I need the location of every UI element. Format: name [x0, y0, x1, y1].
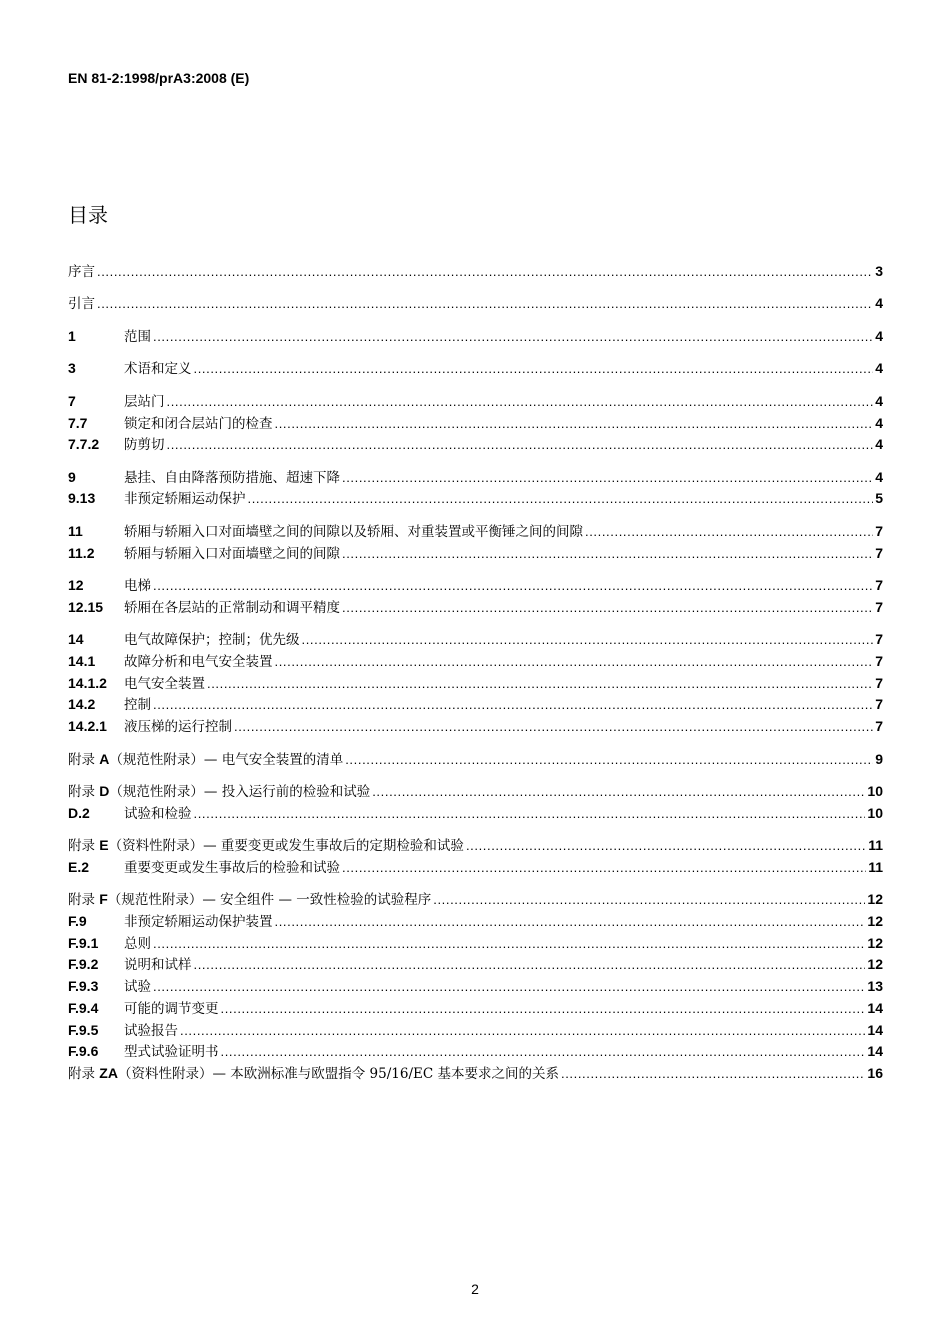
toc-dot-leader: [275, 413, 874, 435]
toc-entry[interactable]: [68, 575, 883, 597]
toc-entry[interactable]: [68, 326, 883, 348]
toc-dot-leader: [194, 358, 874, 380]
toc-entry-number: D.2: [68, 804, 90, 821]
toc-entry[interactable]: [68, 543, 883, 565]
toc-entry-page: 4: [875, 360, 883, 377]
toc-dot-leader: [153, 976, 865, 998]
toc-entry-title: （规范性附录）— 电气安全装置的清单: [109, 751, 344, 768]
toc-entry-title: 总则: [124, 935, 151, 952]
toc-entry[interactable]: [68, 835, 883, 857]
toc-entry-number: F.9.2: [68, 956, 99, 973]
toc-entry-annex-letter: D: [99, 783, 110, 800]
toc-entry-title: 故障分析和电气安全装置: [124, 654, 273, 670]
toc-entry-number: 14.2: [68, 696, 96, 713]
toc-entry[interactable]: [68, 1063, 883, 1085]
toc-entry[interactable]: [68, 673, 883, 695]
toc-entry-annex-prefix: 附录: [68, 751, 95, 768]
toc-entry-page: 4: [875, 327, 883, 344]
toc-entry-number: 7.7.2: [68, 436, 100, 453]
toc-entry[interactable]: [68, 1041, 883, 1063]
toc-entry-title: 试验报告: [124, 1022, 178, 1039]
toc-entry-title: 控制: [124, 697, 151, 714]
toc-entry-title: （规范性附录）— 投入运行前的检验和试验: [109, 784, 371, 801]
toc-entry-page: 7: [875, 674, 883, 691]
toc-dot-leader: [221, 998, 866, 1020]
toc-entry-number: 11.2: [68, 544, 95, 561]
toc-entry-number: 7: [68, 392, 76, 409]
toc-dot-leader: [342, 857, 866, 879]
toc-entry-title: （资料性附录）— 重要变更或发生事故后的定期检验和试验: [108, 838, 464, 855]
toc-entry-page: 7: [875, 544, 883, 561]
toc-dot-leader: [207, 673, 873, 695]
toc-entry-title: （资料性附录）— 本欧洲标准与欧盟指令 95/16/EC 基本要求之间的关系: [117, 1065, 559, 1082]
toc-dot-leader: [585, 521, 873, 543]
toc-entry[interactable]: [68, 694, 883, 716]
toc-entry-page: 7: [875, 696, 883, 713]
toc-entry-page: 7: [875, 653, 883, 669]
toc-entry-title: 防剪切: [124, 437, 165, 454]
toc-title: 目录: [68, 203, 108, 227]
toc-entry-title: 引言: [68, 296, 95, 313]
toc-entry[interactable]: [68, 521, 883, 543]
toc-dot-leader: [234, 716, 873, 738]
toc-entry-number: 14.1.2: [68, 674, 107, 691]
toc-entry-number: 9: [68, 468, 76, 485]
toc-entry-number: 3: [68, 360, 76, 377]
toc-entry-title: 电梯: [124, 578, 151, 595]
toc-entry-page: 7: [875, 631, 883, 648]
toc-entry-page: 4: [875, 436, 883, 453]
toc-entry-annex-letter: A: [99, 750, 110, 767]
toc-dot-leader: [275, 651, 874, 673]
toc-entry[interactable]: [68, 1020, 883, 1042]
toc-entry[interactable]: [68, 261, 883, 283]
toc-dot-leader: [433, 889, 865, 911]
toc-entry-page: 14: [867, 1021, 883, 1038]
toc-entry-number: 12: [68, 577, 84, 594]
toc-entry-page: 7: [875, 718, 883, 735]
toc-entry[interactable]: [68, 976, 883, 998]
toc-entry-page: 10: [867, 804, 883, 821]
toc-entry-number: 9.13: [68, 490, 96, 507]
toc-entry[interactable]: [68, 803, 883, 825]
toc-entry-number: 1: [68, 327, 76, 344]
toc-entry[interactable]: [68, 358, 883, 380]
toc-entry-title: 液压梯的运行控制: [124, 719, 232, 736]
toc-entry-number: F.9.5: [68, 1021, 99, 1038]
toc-entry[interactable]: [68, 954, 883, 976]
toc-entry-title: 试验和检验: [124, 805, 192, 822]
toc-dot-leader: [345, 749, 873, 771]
toc-entry-annex-letter: ZA: [99, 1064, 118, 1081]
toc-entry[interactable]: [68, 781, 883, 803]
toc-entry-page: 9: [875, 750, 883, 767]
toc-entry[interactable]: [68, 467, 883, 489]
toc-entry-page: 12: [867, 956, 883, 973]
toc-entry[interactable]: [68, 488, 883, 510]
toc-entry-number: E.2: [68, 858, 90, 875]
toc-dot-leader: [153, 933, 865, 955]
toc-entry-page: 4: [875, 468, 883, 485]
toc-dot-leader: [97, 261, 873, 283]
toc-entry-title: 型式试验证明书: [124, 1044, 219, 1061]
toc-entry-page: 14: [867, 1043, 883, 1060]
toc-entry[interactable]: [68, 889, 883, 911]
toc-entry-page: 13: [867, 978, 883, 995]
toc-entry-title: 锁定和闭合层站门的检查: [124, 415, 273, 432]
toc-entry-title: 电气故障保护；控制；优先级: [124, 632, 300, 649]
toc-entry-title: 轿厢与轿厢入口对面墙壁之间的间隙以及轿厢、对重装置或平衡锤之间的间隙: [124, 523, 583, 540]
toc-dot-leader: [194, 954, 866, 976]
toc-dot-leader: [180, 1020, 865, 1042]
toc-entry-page: 12: [867, 934, 883, 951]
toc-entry[interactable]: [68, 434, 883, 456]
toc-entry-title: （规范性附录）— 安全组件 — 一致性检验的试验程序: [107, 892, 432, 909]
toc-entry-annex-letter: F: [99, 891, 108, 908]
toc-entry[interactable]: [68, 413, 883, 435]
toc-dot-leader: [466, 835, 866, 857]
toc-entry-page: 7: [875, 598, 883, 615]
toc-dot-leader: [248, 488, 874, 510]
toc-entry-annex-prefix: 附录: [68, 838, 95, 855]
toc-dot-leader: [221, 1041, 866, 1063]
toc-entry-page: 7: [875, 522, 883, 539]
toc-entry-page: 4: [875, 414, 883, 431]
toc-dot-leader: [342, 467, 873, 489]
document-header-id: EN 81-2:1998/prA3:2008 (E): [68, 70, 250, 86]
toc-entry-title: 非预定轿厢运动保护: [124, 491, 246, 508]
toc-entry[interactable]: [68, 749, 883, 771]
toc-dot-leader: [275, 911, 866, 933]
toc-entry-annex: [68, 749, 343, 772]
toc-entry-page: 5: [875, 490, 883, 507]
toc-entry-annex: [68, 835, 464, 858]
toc-entry-page: 14: [867, 999, 883, 1016]
toc-entry[interactable]: [68, 857, 883, 879]
toc-dot-leader: [153, 694, 873, 716]
toc-dot-leader: [153, 326, 873, 348]
toc-dot-leader: [153, 575, 873, 597]
toc-entry-title: 术语和定义: [124, 361, 192, 378]
toc-entry-title: 范围: [124, 328, 151, 345]
toc-entry-number: 14.1: [68, 653, 96, 669]
toc-entry-number: F.9.1: [68, 934, 99, 951]
toc-entry[interactable]: [68, 391, 883, 413]
toc-entry-page: 12: [867, 913, 883, 930]
toc-dot-leader: [372, 781, 865, 803]
toc-entry-page: 10: [867, 783, 883, 800]
toc-entry-number: F.9.3: [68, 978, 99, 995]
toc-entry-page: 7: [875, 577, 883, 594]
toc-entry-number: 12.15: [68, 598, 104, 615]
toc-dot-leader: [342, 597, 873, 619]
toc-entry-title: 电气安全装置: [124, 675, 205, 692]
toc-entry-title: 非预定轿厢运动保护装置: [124, 914, 273, 931]
toc-entry[interactable]: [68, 597, 883, 619]
toc-entry-page: 4: [875, 295, 883, 312]
toc-entry-title: 轿厢在各层站的正常制动和调平精度: [124, 599, 340, 616]
toc-entry-number: 7.7: [68, 414, 88, 431]
toc-entry-number: F.9.4: [68, 999, 99, 1016]
toc-dot-leader: [342, 543, 873, 565]
toc-entry[interactable]: [68, 629, 883, 651]
toc-dot-leader: [167, 434, 874, 456]
toc-entry[interactable]: [68, 911, 883, 933]
toc-entry-annex: [68, 889, 431, 912]
toc-entry[interactable]: [68, 933, 883, 955]
table-of-contents: [68, 261, 883, 1085]
toc-entry-title: 轿厢与轿厢入口对面墙壁之间的间隙: [124, 545, 340, 562]
toc-entry-page: 11: [868, 837, 883, 854]
toc-entry-page: 12: [867, 891, 883, 908]
toc-entry-annex: [68, 1063, 559, 1086]
toc-entry-title: 可能的调节变更: [124, 1000, 219, 1017]
toc-entry-page: 4: [875, 392, 883, 409]
toc-entry-number: F.9: [68, 913, 87, 930]
toc-entry[interactable]: [68, 998, 883, 1020]
toc-entry-title: 试验: [124, 979, 151, 996]
toc-entry-annex-letter: E: [99, 837, 109, 854]
toc-entry-title: 悬挂、自由降落预防措施、超速下降: [124, 469, 340, 486]
toc-dot-leader: [194, 803, 866, 825]
toc-entry-annex-prefix: 附录: [68, 892, 95, 909]
toc-entry-annex-prefix: 附录: [68, 784, 95, 801]
toc-entry[interactable]: [68, 651, 883, 673]
toc-entry-title: 重要变更或发生事故后的检验和试验: [124, 859, 340, 876]
toc-entry-page: 16: [867, 1064, 883, 1081]
toc-entry-title: 说明和试样: [124, 957, 192, 974]
toc-entry-annex-prefix: 附录: [68, 1065, 95, 1082]
toc-entry-title: 层站门: [124, 393, 165, 410]
toc-dot-leader: [561, 1063, 865, 1085]
toc-dot-leader: [302, 629, 874, 651]
toc-entry-annex: [68, 781, 370, 804]
toc-entry-number: 14.2.1: [68, 718, 107, 735]
toc-entry[interactable]: [68, 716, 883, 738]
toc-entry-title: 序言: [68, 264, 95, 280]
page-number: 2: [471, 1281, 479, 1297]
toc-entry-number: F.9.6: [68, 1043, 99, 1060]
toc-entry[interactable]: [68, 293, 883, 315]
toc-dot-leader: [167, 391, 874, 413]
toc-dot-leader: [97, 293, 873, 315]
toc-entry-number: 14: [68, 631, 84, 648]
toc-entry-page: 11: [868, 858, 883, 875]
toc-entry-page: 3: [875, 263, 883, 279]
toc-entry-number: 11: [68, 522, 83, 539]
